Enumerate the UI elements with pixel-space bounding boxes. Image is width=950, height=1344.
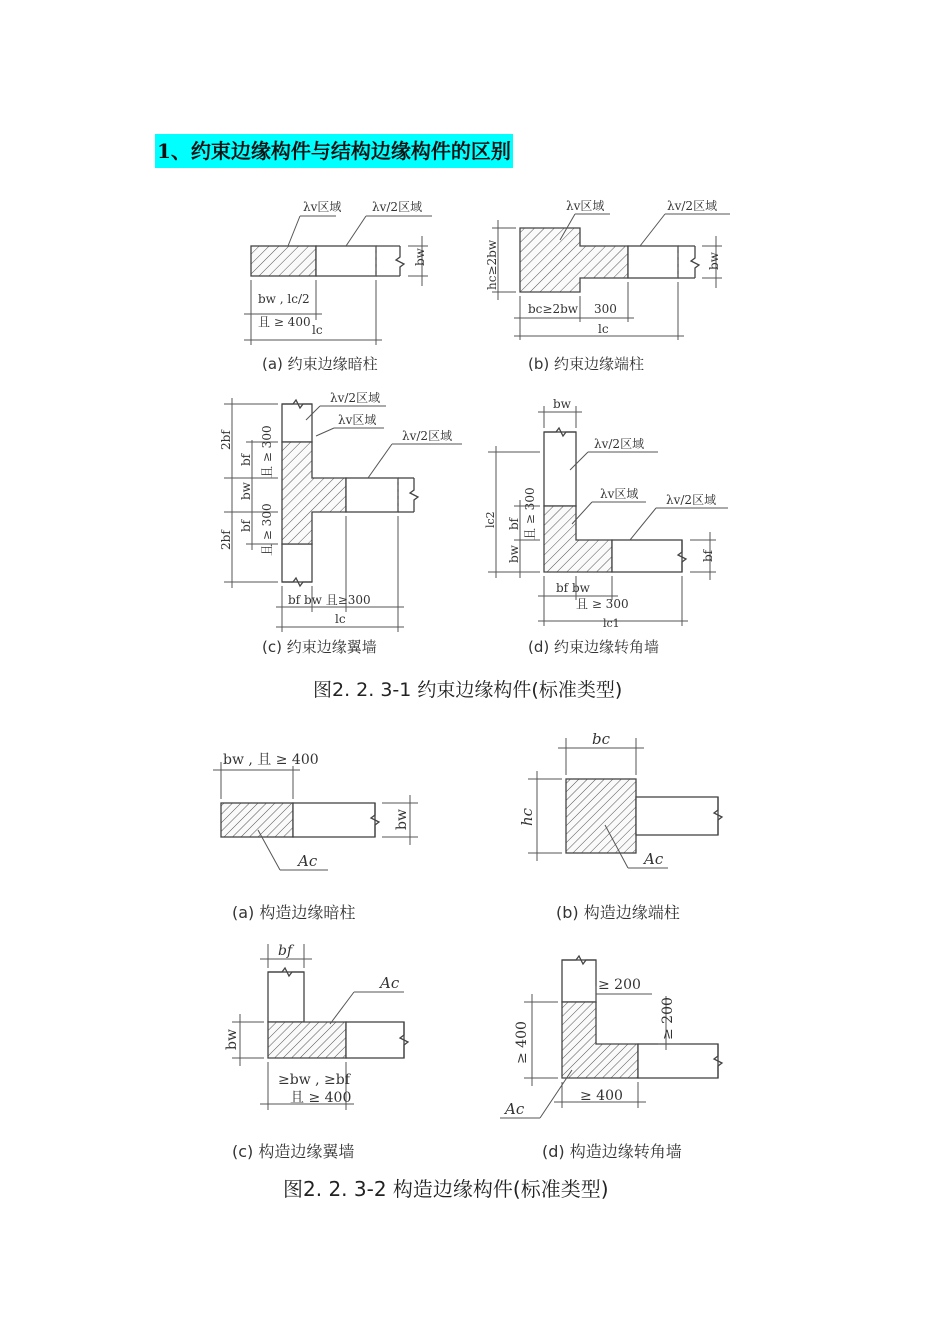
fig2d-ge400-left: ≥ 400 [514,1021,530,1064]
fig1c-bf-top: bf [239,453,253,466]
fig2a-dim: bw , 且 ≥ 400 [223,752,319,768]
fig2c-dim2: 且 ≥ 400 [290,1090,352,1106]
fig2d-ge200-top: ≥ 200 [598,977,641,993]
fig2c-caption: (c) 构造边缘翼墙 [232,1142,355,1161]
fig1d-dim-bottom1: bf bw [556,581,590,595]
fig1d-lc1: lc1 [603,617,620,630]
fig2a-caption: (a) 构造边缘暗柱 [232,903,356,922]
fig1c-ge300-bottom: 且 ≥ 300 [260,503,274,556]
fig2d-caption: (d) 构造边缘转角墙 [542,1142,682,1161]
fig2a-ac: Ac [298,852,318,870]
fig1b-restrained-end-column [485,198,730,373]
fig1c-flange-top [282,404,312,442]
fig1b-lv-zone-label: λv区域 [566,199,605,213]
fig1c-lv2-zone-top-label: λv/2区域 [330,391,381,405]
fig1d-lv2-zone-top-label: λv/2区域 [594,437,645,451]
fig1b-lv2-zone [628,246,678,278]
fig1b-caption: (b) 约束边缘端柱 [528,355,644,373]
fig2d-ge200-right: ≥ 200 [660,997,676,1040]
fig1a-caption: (a) 约束边缘暗柱 [262,355,378,373]
fig2d-ge400-bottom: ≥ 400 [580,1088,623,1104]
fig2b-structural-end-column [518,730,722,922]
fig2c-structural-flange-wall [224,943,408,1161]
fig1d-bf-right: bf [701,549,715,562]
fig1d-bw: bw [507,545,521,563]
fig2b-wall [636,797,718,835]
fig1d-lv-zone-label: λv区域 [600,487,639,501]
fig1a-dim2: 且 ≥ 400 [258,315,311,329]
fig2d-structural-corner-wall [500,956,722,1161]
fig2a-bw: bw [394,809,410,830]
fig1d-lv2-zone-right-label: λv/2区域 [666,493,717,507]
fig1a-lv2-zone-label: λv/2区域 [372,200,423,214]
fig2b-ac: Ac [644,850,664,868]
fig2b-caption: (b) 构造边缘端柱 [556,903,680,922]
fig1c-dim-bottom: bf bw 且≥300 [288,593,371,607]
fig2d-ac-area [562,1002,638,1078]
fig1b-bc-label: bc≥2bw [528,302,579,316]
fig2b-hc: hc [518,807,536,826]
fig1d-bf: bf [507,517,521,530]
fig1d-lv2-zone-right [612,540,682,572]
fig2c-dim1: ≥bw , ≥bf [278,1072,350,1088]
fig1d-ge300-vertical: 且 ≥ 300 [523,487,537,540]
fig1b-hc-label: hc≥2bw [485,239,499,290]
fig1c-caption: (c) 约束边缘翼墙 [262,638,377,656]
fig1c-lv2-zone-right-label: λv/2区域 [402,429,453,443]
fig1c-2bf-bottom: 2bf [219,530,233,550]
fig1c-bf-bottom: bf [239,519,253,532]
fig1a-lc: lc [312,323,323,337]
fig1d-lc2: lc2 [484,511,497,528]
fig1a-lv-zone-label: λv区域 [303,200,342,214]
fig1a-bw-label: bw [413,248,427,266]
fig1d-lv-zone [544,506,612,572]
fig1c-lc: lc [335,612,346,626]
fig1d-bw-top: bw [553,397,571,411]
fig2c-bw: bw [224,1029,240,1050]
fig1c-lv2-zone [346,478,398,512]
fig2c-ac: Ac [380,974,400,992]
fig2c-ac-area [268,1022,346,1058]
figure2-title: 图2. 2. 3-2 构造边缘构件(标准类型) [283,1177,609,1201]
fig1d-restrained-corner-wall [484,397,728,656]
fig1d-caption: (d) 约束边缘转角墙 [528,638,659,656]
fig2a-structural-hidden-column [213,752,418,922]
fig1b-lc: lc [598,322,609,336]
fig1c-flange-bottom [282,544,312,582]
fig1b-lv2-zone-label: λv/2区域 [667,199,718,213]
fig1b-bw-label: bw [707,252,721,270]
fig1b-300-label: 300 [594,302,617,316]
fig1d-dim-bottom2: 且 ≥ 300 [576,597,629,611]
fig1b-lv-zone [520,228,628,292]
fig2b-bc: bc [592,730,611,748]
fig1c-lv-zone-label: λv区域 [338,413,377,427]
fig1a-dim1: bw , lc/2 [258,292,310,306]
fig1c-2bf-top: 2bf [219,430,233,450]
fig2a-ac-area [221,803,293,837]
fig1c-bw: bw [239,482,253,500]
section-heading: 1、约束边缘构件与结构边缘构件的区别 [155,134,513,168]
fig1c-restrained-flange-wall [219,390,462,656]
fig2d-ac: Ac [505,1100,525,1118]
fig2b-ac-area [566,779,636,853]
fig1c-lv-zone [282,442,346,544]
fig1a-restrained-hidden-column [244,199,432,373]
fig2c-bf: bf [278,943,293,959]
fig2a-wall [293,803,375,837]
figure1-title: 图2. 2. 3-1 约束边缘构件(标准类型) [313,679,623,701]
fig1a-lv2-zone [316,246,376,276]
fig2c-flange-top [268,972,304,1022]
fig1a-lv-zone [251,246,316,276]
fig1c-ge300-top: 且 ≥ 300 [260,425,274,478]
fig2d-wall-top [562,960,596,1002]
fig2c-wall [346,1022,404,1058]
fig2d-wall-right [638,1044,718,1078]
